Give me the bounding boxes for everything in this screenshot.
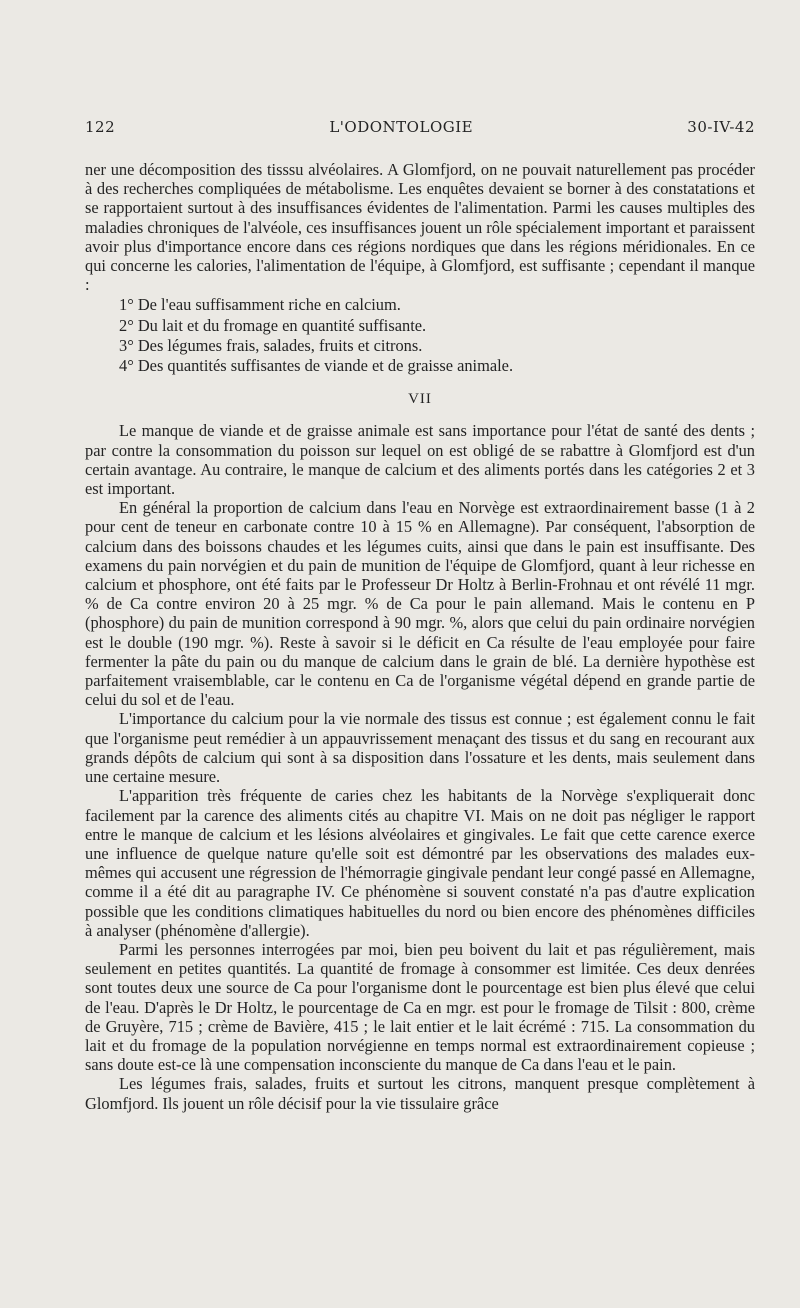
paragraph: En général la proportion de calcium dans l'eau en Norvège est extraordinairement basse (1 à 2 pour cent de teneur en carbonate contre 10 à 15 % en Allemagne). Par conséquent, l'absorption de calcium dans des boissons chaudes et les légumes cuits, ainsi que dans le pain est insuffisante. Des examens du pain norvégien et du pain de munition de l'équipe de Glomfjord, quant à leur richesse en calcium et phosphore, ont été faits par le Professeur Dr Holtz à Berlin-Frohnau et ont révélé 11 mgr. % de Ca contre environ 20 à 25 mgr. % de Ca pour le pain allemand. Mais le contenu en P (phosphore) du pain de munition correspond à 90 mgr. %, alors que celui du pain ordinaire norvégien est le double (190 mgr. %). Reste à savoir si le déficit en Ca résulte de l'eau employée pour faire fermenter la pâte du pain ou du manque de calcium dans le grain de blé. La dernière hypothèse est parfaitement vraisemblable, car le contenu en Ca de l'organisme végétal dépend en grande partie de celui du sol et de l'eau. <box>85 498 755 710</box>
running-header <box>85 118 755 136</box>
issue-date: 30-IV-42 <box>687 118 755 136</box>
journal-title: L'ODONTOLOGIE <box>329 118 474 136</box>
list-item: 1° De l'eau suffisamment riche en calcium. <box>119 295 401 315</box>
list-item: 3° Des légumes frais, salades, fruits et citrons. <box>119 335 423 355</box>
paragraph: Parmi les personnes interrogées par moi, bien peu boivent du lait et pas régulièrement, mais seulement en petites quantités. La quantité de fromage à consommer est limitée. Ces deux denrées sont toutes deux une source de Ca pour l'organisme dont le pourcentage est bien plus élevé que celui de l'eau. D'après le Dr Holtz, le pourcentage de Ca en mgr. est pour le fromage de Tilsit : 800, crème de Gruyère, 715 ; crème de Bavière, 415 ; le lait entier et le lait écrémé : 715. La consommation du lait et du fromage de la population norvégienne en temps normal est extraordinairement copieuse ; sans doute est-ce là une compensation inconsciente du manque de Ca dans l'eau et le pain. <box>85 939 755 1075</box>
page-body <box>85 160 755 1113</box>
paragraph: L'importance du calcium pour la vie normale des tissus est connue ; est également connu le fait que l'organisme peut remédier à un appauvrissement menaçant des tissus et du sang en recourant aux grands dépôts de calcium qui sont à sa disposition dans l'ossature et les dents, mais seulement dans une certaine mesure. <box>85 709 755 787</box>
paragraph: L'apparition très fréquente de caries chez les habitants de la Norvège s'expliquerait donc facilement par la carence des aliments cités au chapitre VI. Mais on ne doit pas négliger le rapport entre le manque de calcium et les lésions alvéolaires et gingivales. Le fait que cette carence exerce une influence de quelque nature qu'elle soit est démontré par les observations des malades eux-mêmes qui accusent une régression de l'hémorragie gingivale pendant leur congé passé en Allemagne, comme il a été dit au paragraphe IV. Ce phénomène si souvent constaté n'a pas d'autre explication possible que les conditions climatiques habituelles du nord ou bien encore des phénomènes difficiles à analyser (phénomène d'allergie). <box>85 786 755 940</box>
paragraph: Le manque de viande et de graisse animale est sans importance pour l'état de santé des dents ; par contre la consommation du poisson sur lequel on est obligé de se rabattre à Glomfjord est d'un certain avantage. Au contraire, le manque de calcium et des aliments portés dans les catégories 2 et 3 est important. <box>85 421 755 499</box>
list-item: 2° Du lait et du fromage en quantité suffisante. <box>119 315 427 335</box>
page-number: 122 <box>85 118 116 136</box>
paragraph: ner une décomposition des tisssu alvéolaires. A Glomfjord, on ne pouvait naturellement pas procéder à des recherches compliquées de métabolisme. Les enquêtes devaient se borner à des constatations et se rapportaient surtout à des insuffisances évidentes de l'alimentation. Parmi les causes multiples des maladies chroniques de l'alvéole, ces insuffisances jouent un rôle spécialement important et paraissent avoir plus d'importance encore dans ces régions nordiques que dans les régions méridionales. En ce qui concerne les calories, l'alimentation de l'équipe, à Glomfjord, est suffisante ; cependant il manque : <box>85 160 755 295</box>
section-heading: VII <box>408 391 432 408</box>
paragraph: Les légumes frais, salades, fruits et surtout les citrons, manquent presque complètement à Glomfjord. Ils jouent un rôle décisif pour la vie tissulaire grâce <box>85 1074 755 1113</box>
list-item: 4° Des quantités suffisantes de viande et de graisse animale. <box>119 356 514 376</box>
